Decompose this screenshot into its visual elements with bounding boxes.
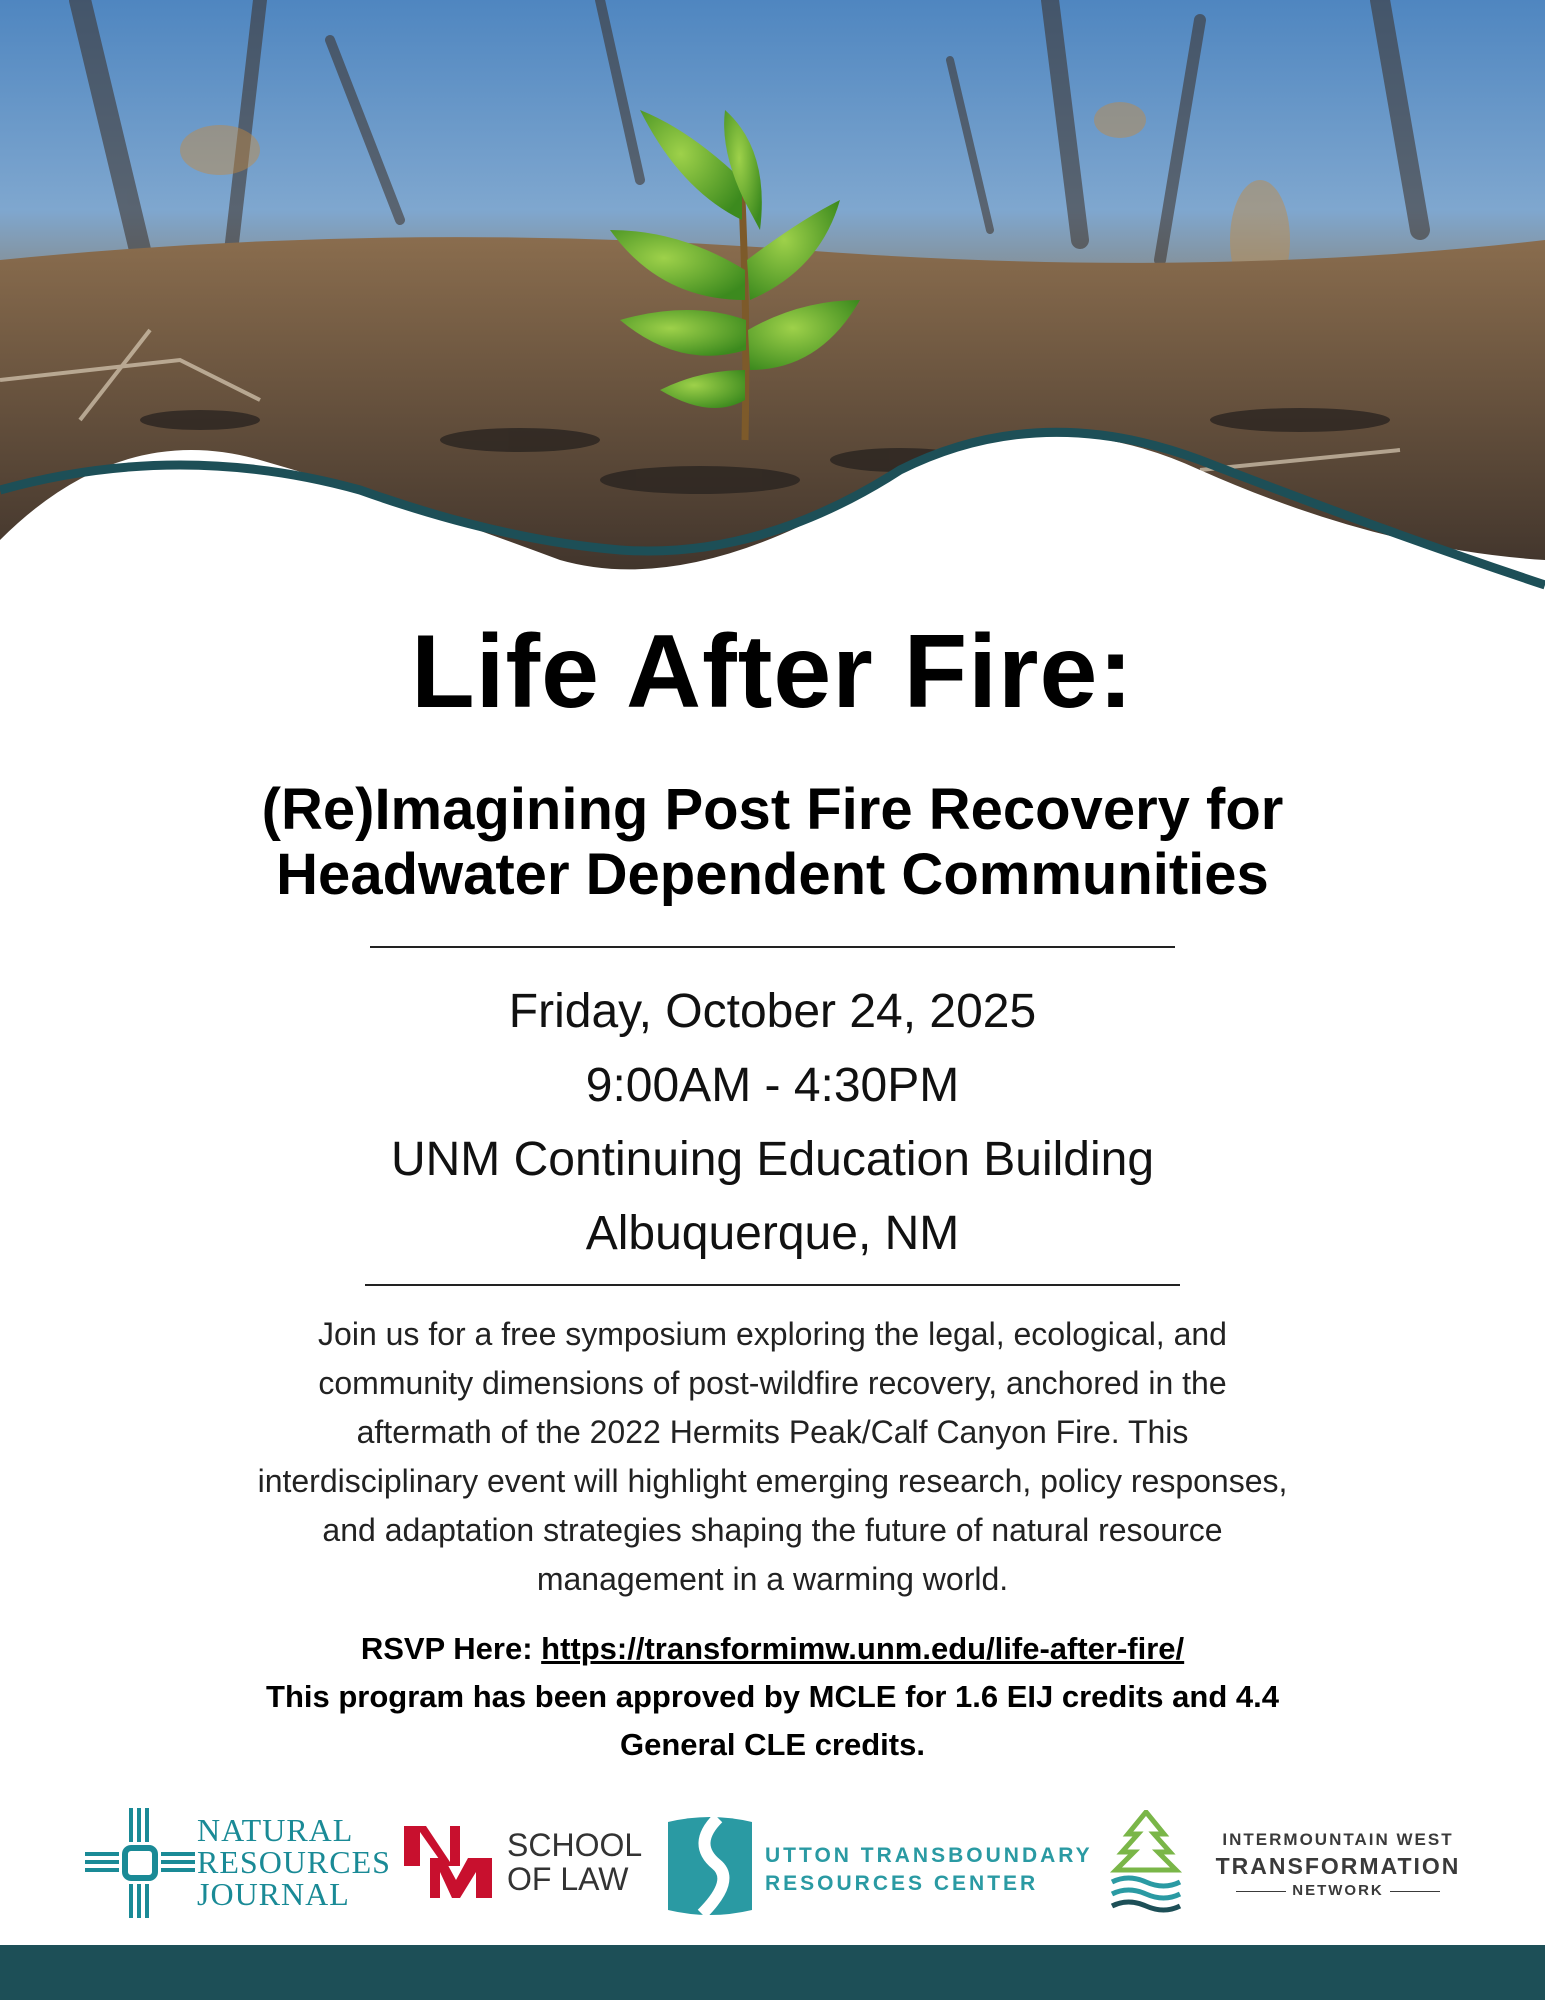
nrj-line: NATURAL <box>197 1812 354 1848</box>
sponsor-logos <box>0 1800 1545 1930</box>
event-date: Friday, October 24, 2025 <box>508 985 1037 1038</box>
utton-river-icon <box>662 1814 758 1918</box>
event-venue: UNM Continuing Education Building <box>390 1133 1155 1186</box>
event-description <box>120 1310 1425 1604</box>
description-line: community dimensions of post-wildfire recovery, anchored in the <box>318 1365 1227 1401</box>
event-title: Life After Fire: <box>411 614 1134 730</box>
nrj-line: RESOURCES <box>197 1844 391 1880</box>
imw-line: TRANSFORMATION <box>1215 1853 1461 1879</box>
event-time: 9:00AM - 4:30PM <box>585 1059 960 1112</box>
subtitle-line-1: (Re)Imagining Post Fire Recovery for <box>261 777 1284 842</box>
event-details <box>0 975 1545 1271</box>
divider-top <box>370 946 1175 948</box>
utton-line: RESOURCES CENTER <box>765 1872 1039 1895</box>
divider-bottom <box>365 1284 1180 1286</box>
imw-logo-text <box>1208 1828 1468 1902</box>
description-line: Join us for a free symposium exploring the legal, ecological, and <box>318 1316 1227 1352</box>
event-city: Albuquerque, NM <box>585 1207 960 1260</box>
zia-sun-icon <box>85 1808 195 1918</box>
utton-line: UTTON TRANSBOUNDARY <box>765 1844 1093 1867</box>
event-subtitle <box>0 778 1545 908</box>
nrj-logo-text <box>197 1814 391 1910</box>
rsvp-link[interactable]: https://transformimw.unm.edu/life-after-fire/ <box>541 1631 1185 1666</box>
rsvp-block <box>0 1625 1545 1769</box>
unm-monogram-icon <box>400 1822 496 1902</box>
hero-photo-seedling <box>0 0 1545 600</box>
imw-network: NETWORK <box>1292 1882 1384 1899</box>
nrj-line: JOURNAL <box>197 1876 350 1912</box>
unm-line: SCHOOL <box>507 1827 643 1863</box>
rsvp-label: RSVP Here: <box>360 1631 542 1666</box>
utton-logo-text <box>765 1842 1093 1898</box>
description-line: management in a warming world. <box>536 1561 1009 1597</box>
subtitle-line-2: Headwater Dependent Communities <box>276 841 1269 907</box>
imw-line <box>1208 1880 1468 1902</box>
rsvp-line <box>0 1625 1545 1673</box>
credits-line-1: This program has been approved by MCLE for 1.6 EIJ credits and 4.4 <box>266 1679 1279 1714</box>
pine-tree-waves-icon <box>1108 1810 1184 1920</box>
unm-line: OF LAW <box>507 1861 629 1897</box>
description-line: and adaptation strategies shaping the future of natural resource <box>322 1512 1223 1548</box>
imw-line: INTERMOUNTAIN WEST <box>1222 1830 1454 1849</box>
description-line: interdisciplinary event will highlight emerging research, policy responses, <box>257 1463 1288 1499</box>
unm-law-text <box>507 1828 642 1896</box>
footer-bar <box>0 1945 1545 2000</box>
description-line: aftermath of the 2022 Hermits Peak/Calf Canyon Fire. This <box>356 1414 1189 1450</box>
credits-line-2: General CLE credits. <box>620 1727 925 1762</box>
